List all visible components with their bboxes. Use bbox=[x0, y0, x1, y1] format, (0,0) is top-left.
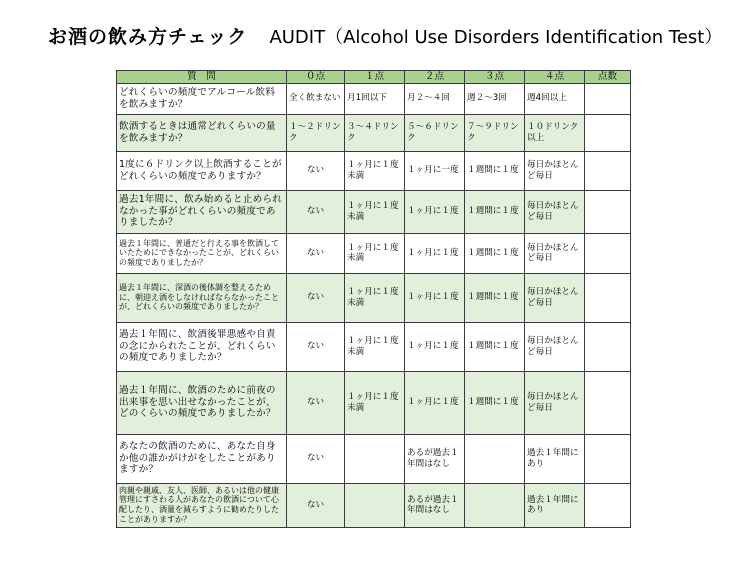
option-1pt[interactable]: 月1回以下 bbox=[345, 83, 405, 114]
question-cell: あなたの飲酒のために、あなた自身か他の誰かがけがをしたことがありますか？ bbox=[117, 434, 287, 483]
score-cell[interactable] bbox=[585, 371, 631, 434]
option-4pt[interactable]: 毎日かほとんど毎日 bbox=[525, 371, 585, 434]
option-3pt[interactable]: １週間に１度 bbox=[465, 151, 525, 190]
score-cell[interactable] bbox=[585, 151, 631, 190]
option-4pt[interactable]: 毎日かほとんど毎日 bbox=[525, 322, 585, 371]
option-1pt[interactable]: １ヶ月に１度未満 bbox=[345, 190, 405, 233]
option-2pt[interactable]: １ヶ月に１度 bbox=[405, 273, 465, 322]
option-2pt[interactable]: １ヶ月に１度 bbox=[405, 233, 465, 273]
header-score: 点数 bbox=[585, 71, 631, 84]
question-cell: どれくらいの頻度でアルコール飲料を飲みますか？ bbox=[117, 83, 287, 114]
table-row bbox=[117, 483, 631, 527]
option-1pt[interactable]: １ヶ月に１度未満 bbox=[345, 151, 405, 190]
table-row bbox=[117, 322, 631, 371]
question-cell: 過去１年間に、普通だと行える事を飲酒していたためにできなかったことが、どれくらいの頻度でありましたか？ bbox=[117, 233, 287, 273]
option-1pt[interactable] bbox=[345, 483, 405, 527]
table-row bbox=[117, 151, 631, 190]
option-0pt[interactable]: ない bbox=[287, 371, 345, 434]
table-row bbox=[117, 114, 631, 151]
option-4pt[interactable]: 過去１年間にあり bbox=[525, 483, 585, 527]
title-japanese: お酒の飲み方チェック bbox=[48, 26, 248, 48]
header-1pt: １点 bbox=[345, 71, 405, 84]
score-cell[interactable] bbox=[585, 322, 631, 371]
score-cell[interactable] bbox=[585, 483, 631, 527]
header-3pt: ３点 bbox=[465, 71, 525, 84]
question-cell: 1度に６ドリンク以上飲酒することがどれくらいの頻度でありますか？ bbox=[117, 151, 287, 190]
option-4pt[interactable]: 週4回以上 bbox=[525, 83, 585, 114]
score-cell[interactable] bbox=[585, 233, 631, 273]
option-3pt[interactable]: １週間に１度 bbox=[465, 371, 525, 434]
table-header-row bbox=[117, 71, 631, 84]
title-english: AUDIT（Alcohol Use Disorders Identification Test） bbox=[269, 27, 723, 48]
option-4pt[interactable]: 毎日かほとんど毎日 bbox=[525, 190, 585, 233]
option-2pt[interactable]: あるが過去１年間はなし bbox=[405, 434, 465, 483]
question-cell: 過去１年間に、飲酒後罪悪感や自責の念にかられたことが、どれくらいの頻度でありましたか？ bbox=[117, 322, 287, 371]
option-3pt[interactable]: ７～９ドリンク bbox=[465, 114, 525, 151]
option-1pt[interactable]: １ヶ月に１度未満 bbox=[345, 371, 405, 434]
table-row bbox=[117, 190, 631, 233]
table-row bbox=[117, 83, 631, 114]
table-row bbox=[117, 371, 631, 434]
option-1pt[interactable]: １ヶ月に１度未満 bbox=[345, 322, 405, 371]
option-2pt[interactable]: あるが過去１年間はなし bbox=[405, 483, 465, 527]
option-3pt[interactable]: １週間に１度 bbox=[465, 273, 525, 322]
header-0pt: ０点 bbox=[287, 71, 345, 84]
option-0pt[interactable]: ない bbox=[287, 190, 345, 233]
option-2pt[interactable]: １ヶ月に１度 bbox=[405, 322, 465, 371]
page-title bbox=[48, 22, 722, 49]
option-0pt[interactable]: ない bbox=[287, 273, 345, 322]
option-2pt[interactable]: ５～６ドリンク bbox=[405, 114, 465, 151]
score-cell[interactable] bbox=[585, 190, 631, 233]
option-3pt[interactable]: 週２～3回 bbox=[465, 83, 525, 114]
option-3pt[interactable] bbox=[465, 483, 525, 527]
option-2pt[interactable]: 月２～４回 bbox=[405, 83, 465, 114]
score-cell[interactable] bbox=[585, 273, 631, 322]
score-cell[interactable] bbox=[585, 114, 631, 151]
option-0pt[interactable]: ない bbox=[287, 233, 345, 273]
option-1pt[interactable] bbox=[345, 434, 405, 483]
header-4pt: ４点 bbox=[525, 71, 585, 84]
option-0pt[interactable]: １～２ドリンク bbox=[287, 114, 345, 151]
option-1pt[interactable]: １ヶ月に１度未満 bbox=[345, 233, 405, 273]
option-4pt[interactable]: 過去１年間にあり bbox=[525, 434, 585, 483]
option-1pt[interactable]: ３～４ドリンク bbox=[345, 114, 405, 151]
option-3pt[interactable]: １週間に１度 bbox=[465, 322, 525, 371]
option-4pt[interactable]: 毎日かほとんど毎日 bbox=[525, 273, 585, 322]
option-2pt[interactable]: １ヶ月に一度 bbox=[405, 151, 465, 190]
option-2pt[interactable]: １ヶ月に１度 bbox=[405, 190, 465, 233]
header-question: 質 問 bbox=[117, 71, 287, 84]
question-cell: 過去1年間に、飲み始めると止められなかった事がどれくらいの頻度でありましたか？ bbox=[117, 190, 287, 233]
question-cell: 過去１年間に、飲酒のために前夜の出来事を思い出せなかったことが、どのくらいの頻度でありましたか？ bbox=[117, 371, 287, 434]
header-2pt: ２点 bbox=[405, 71, 465, 84]
option-4pt[interactable]: 毎日かほとんど毎日 bbox=[525, 151, 585, 190]
table-row bbox=[117, 273, 631, 322]
option-4pt[interactable]: 毎日かほとんど毎日 bbox=[525, 233, 585, 273]
option-3pt[interactable]: １週間に１度 bbox=[465, 190, 525, 233]
option-0pt[interactable]: ない bbox=[287, 483, 345, 527]
option-0pt[interactable]: ない bbox=[287, 434, 345, 483]
question-cell: 飲酒するときは通常どれくらいの量を飲みますか？ bbox=[117, 114, 287, 151]
option-0pt[interactable]: ない bbox=[287, 151, 345, 190]
option-3pt[interactable]: １週間に１度 bbox=[465, 233, 525, 273]
audit-table bbox=[116, 70, 631, 528]
score-cell[interactable] bbox=[585, 434, 631, 483]
table-row bbox=[117, 233, 631, 273]
question-cell: 肉親や親戚、友人、医師、あるいは他の健康管理にすさわる人があなたの飲酒について心配したり、酒量を減らすように勧めたりしたことがありますか？ bbox=[117, 483, 287, 527]
option-4pt[interactable]: １０ドリンク以上 bbox=[525, 114, 585, 151]
option-1pt[interactable]: １ヶ月に１度未満 bbox=[345, 273, 405, 322]
score-cell[interactable] bbox=[585, 83, 631, 114]
option-3pt[interactable] bbox=[465, 434, 525, 483]
option-2pt[interactable]: １ヶ月に１度 bbox=[405, 371, 465, 434]
question-cell: 過去１年間に、深酒の後体調を整えるために、朝迎え酒をしなければならなかったことが、どれくらいの頻度でありましたか？ bbox=[117, 273, 287, 322]
table-row bbox=[117, 434, 631, 483]
option-0pt[interactable]: 全く飲まない bbox=[287, 83, 345, 114]
option-0pt[interactable]: ない bbox=[287, 322, 345, 371]
